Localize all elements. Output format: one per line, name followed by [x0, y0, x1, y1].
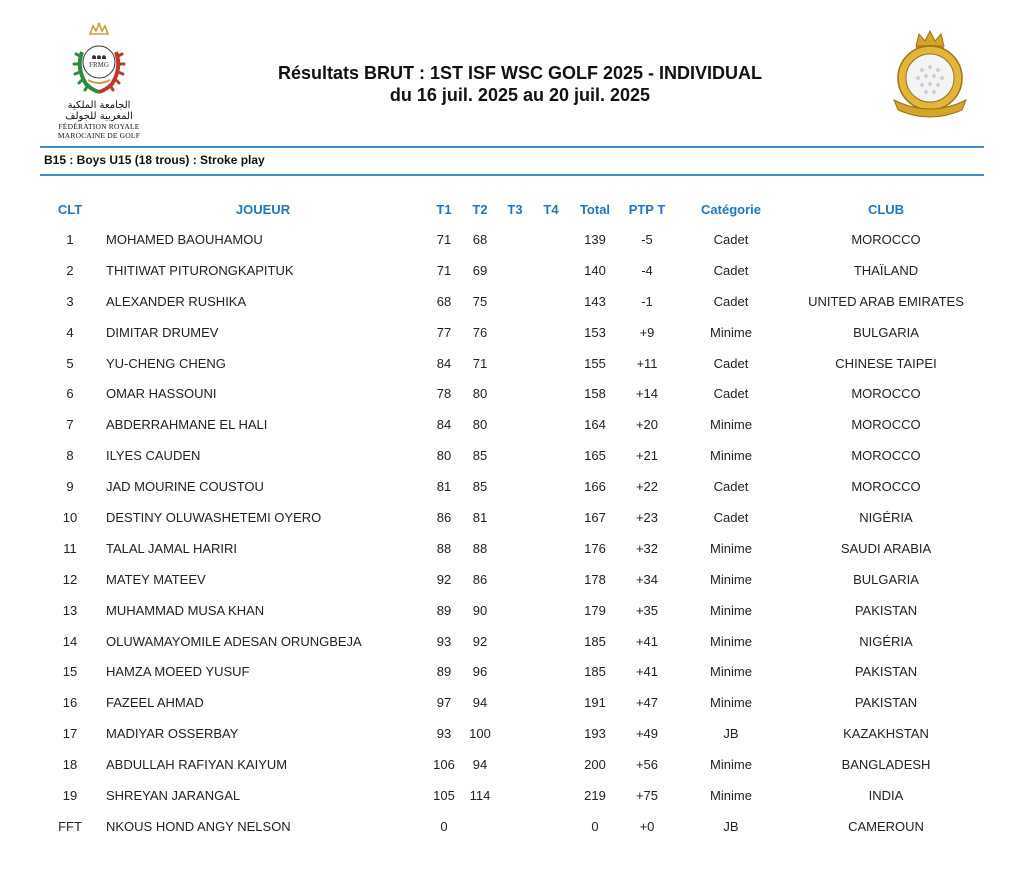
cell-club: PAKISTAN — [854, 695, 918, 711]
cell-clt: 2 — [66, 262, 74, 278]
cell-categorie: Minime — [710, 695, 752, 711]
header-divider-bottom — [40, 174, 984, 176]
frmg-crest-icon — [68, 22, 130, 98]
cell-t1: 89 — [436, 602, 452, 618]
table-row — [0, 349, 1024, 380]
cell-total: 139 — [584, 232, 606, 247]
cell-total: 165 — [584, 448, 606, 464]
cell-t2: 94 — [472, 757, 488, 773]
cell-categorie: Minime — [710, 448, 752, 464]
cell-ptp: +75 — [635, 788, 659, 804]
cell-joueur: ABDULLAH RAFIYAN KAIYUM — [106, 757, 288, 773]
cell-total: 191 — [584, 695, 606, 711]
cell-club: MOROCCO — [851, 479, 921, 495]
cell-categorie: Minime — [710, 602, 752, 618]
cell-total: 140 — [584, 262, 606, 278]
cell-t2: 69 — [472, 262, 488, 278]
svg-text:FRMG: FRMG — [89, 61, 109, 69]
cell-ptp: +41 — [635, 633, 659, 649]
cell-club: INDIA — [868, 788, 904, 804]
cell-clt: 10 — [62, 510, 78, 526]
cell-clt: 11 — [63, 540, 77, 556]
col-header-t1: T1 — [436, 202, 452, 217]
cell-categorie: Minime — [710, 757, 752, 773]
federation-name-french — [54, 122, 144, 140]
cell-total: 0 — [591, 818, 599, 834]
cell-clt: 8 — [66, 448, 74, 464]
cell-joueur: JAD MOURINE COUSTOU — [106, 479, 264, 495]
cell-t1: 77 — [436, 324, 452, 340]
cell-joueur: OMAR HASSOUNI — [106, 386, 217, 402]
cell-categorie: Minime — [710, 664, 752, 680]
cell-categorie: Minime — [710, 788, 752, 804]
cell-club: BULGARIA — [853, 324, 919, 340]
cell-clt: FFT — [58, 818, 82, 834]
cell-ptp: -1 — [641, 293, 653, 309]
cell-clt: 14 — [62, 633, 78, 649]
svg-text:☗☗☗: ☗☗☗ — [91, 55, 107, 61]
cell-t1: 105 — [433, 788, 455, 804]
cell-t2: 114 — [469, 788, 491, 804]
cell-t1: 86 — [436, 510, 452, 526]
cell-t2: 88 — [472, 540, 488, 556]
cell-categorie: JB — [723, 726, 739, 742]
cell-t2: 76 — [472, 324, 488, 340]
cell-t2: 96 — [472, 664, 488, 680]
cell-joueur: MADIYAR OSSERBAY — [106, 726, 239, 742]
table-row — [0, 719, 1024, 750]
cell-total: 158 — [584, 386, 606, 402]
cell-categorie: Cadet — [713, 293, 749, 309]
cell-t2: 80 — [472, 386, 488, 402]
table-header-row — [0, 195, 1024, 225]
cell-total: 166 — [584, 479, 606, 495]
cell-total: 143 — [584, 293, 606, 309]
cell-total: 155 — [584, 355, 606, 371]
arabic-line-1: الجامعة الملكية — [67, 100, 131, 111]
table-row — [0, 534, 1024, 565]
cell-joueur: OLUWAMAYOMILE ADESAN ORUNGBEJA — [106, 633, 362, 649]
cell-clt: 5 — [66, 355, 74, 371]
cell-clt: 4 — [66, 324, 74, 340]
table-row — [0, 318, 1024, 349]
cell-t2: 68 — [472, 232, 488, 247]
cell-club: MOROCCO — [851, 386, 921, 402]
cell-t2: 75 — [472, 293, 488, 309]
cell-t1: 93 — [436, 726, 452, 742]
cell-categorie: Minime — [710, 417, 752, 433]
cell-clt: 9 — [66, 479, 74, 495]
table-row — [0, 781, 1024, 812]
cell-club: THAÏLAND — [853, 262, 919, 278]
cell-joueur: YU-CHENG CHENG — [106, 355, 226, 371]
french-line-1: FÉDÉRATION ROYALE — [58, 122, 140, 131]
cell-club: BULGARIA — [853, 571, 919, 587]
cell-t1: 93 — [436, 633, 452, 649]
golf-ball-crown-emblem-icon — [884, 26, 976, 118]
cell-club: MOROCCO — [851, 232, 921, 247]
cell-ptp: +14 — [635, 386, 659, 402]
results-table — [0, 195, 1024, 843]
col-header-t4: T4 — [543, 202, 559, 217]
cell-t1: 81 — [436, 479, 452, 495]
cell-t2: 81 — [472, 510, 488, 526]
cell-joueur: THITIWAT PITURONGKAPITUK — [106, 262, 294, 278]
cell-t2: 90 — [472, 602, 488, 618]
cell-ptp: +20 — [635, 417, 659, 433]
cell-t1: 92 — [436, 571, 452, 587]
golf-association-logo — [884, 26, 976, 118]
cell-total: 219 — [584, 788, 606, 804]
col-header-t2: T2 — [472, 202, 488, 217]
cell-joueur: FAZEEL AHMAD — [106, 695, 204, 711]
cell-categorie: Minime — [710, 571, 752, 587]
cell-total: 164 — [584, 417, 606, 433]
cell-joueur: ILYES CAUDEN — [106, 448, 201, 464]
report-header — [0, 0, 1024, 150]
cell-clt: 3 — [66, 293, 74, 309]
cell-categorie: Cadet — [713, 262, 749, 278]
table-row — [0, 627, 1024, 658]
cell-joueur: HAMZA MOEED YUSUF — [106, 664, 250, 680]
cell-t1: 71 — [436, 232, 452, 247]
cell-joueur: NKOUS HOND ANGY NELSON — [106, 818, 291, 834]
cell-club: MOROCCO — [851, 448, 921, 464]
cell-ptp: +11 — [636, 355, 658, 371]
table-row — [0, 812, 1024, 843]
cell-t1: 80 — [436, 448, 452, 464]
cell-joueur: MUHAMMAD MUSA KHAN — [106, 602, 265, 618]
cell-clt: 1 — [66, 232, 74, 247]
cell-ptp: -4 — [641, 262, 653, 278]
cell-t2: 71 — [472, 355, 488, 371]
cell-clt: 12 — [62, 571, 78, 587]
cell-t2: 100 — [469, 726, 491, 742]
cell-ptp: +9 — [639, 324, 655, 340]
cell-club: CAMEROUN — [848, 818, 924, 834]
cell-total: 179 — [584, 602, 606, 618]
cell-joueur: TALAL JAMAL HARIRI — [106, 540, 237, 556]
cell-categorie: Cadet — [713, 232, 749, 247]
cell-clt: 16 — [62, 695, 78, 711]
table-row — [0, 379, 1024, 410]
cell-ptp: +47 — [635, 695, 659, 711]
table-body — [0, 225, 1024, 843]
cell-ptp: +34 — [635, 571, 659, 587]
federation-name-arabic — [54, 100, 144, 122]
cell-t2: 85 — [472, 479, 488, 495]
cell-ptp: +23 — [635, 510, 659, 526]
cell-joueur: MOHAMED BAOUHAMOU — [106, 232, 263, 247]
col-header-club: CLUB — [867, 202, 905, 217]
col-header-categorie: Catégorie — [701, 202, 761, 217]
cell-joueur: ABDERRAHMANE EL HALI — [106, 417, 268, 433]
cell-t1: 68 — [436, 293, 452, 309]
table-row — [0, 225, 1024, 256]
cell-clt: 18 — [62, 757, 78, 773]
cell-clt: 15 — [62, 664, 78, 680]
table-row — [0, 256, 1024, 287]
cell-clt: 13 — [62, 602, 78, 618]
cell-categorie: JB — [723, 818, 739, 834]
cell-categorie: Minime — [710, 633, 752, 649]
cell-club: UNITED ARAB EMIRATES — [808, 293, 964, 309]
col-header-total: Total — [579, 202, 611, 217]
table-row — [0, 565, 1024, 596]
cell-total: 178 — [584, 571, 606, 587]
cell-categorie: Cadet — [713, 386, 749, 402]
cell-total: 167 — [584, 510, 606, 526]
title-line-1: Résultats BRUT : 1ST ISF WSC GOLF 2025 - INDIVIDUAL — [277, 63, 763, 83]
cell-total: 193 — [584, 726, 606, 742]
cell-t2: 80 — [472, 417, 488, 433]
cell-club: BANGLADESH — [841, 757, 931, 773]
cell-club: KAZAKHSTAN — [843, 726, 929, 742]
cell-ptp: +49 — [635, 726, 659, 742]
table-row — [0, 596, 1024, 627]
cell-total: 153 — [584, 324, 606, 340]
cell-t1: 84 — [436, 417, 452, 433]
cell-club: SAUDI ARABIA — [840, 540, 932, 556]
col-header-t3: T3 — [507, 202, 523, 217]
cell-club: MOROCCO — [851, 417, 921, 433]
cell-clt: 19 — [62, 788, 78, 804]
table-row — [0, 503, 1024, 534]
cell-club: NIGÉRIA — [859, 633, 913, 649]
cell-ptp: -5 — [641, 232, 653, 247]
cell-total: 176 — [584, 540, 606, 556]
cell-club: PAKISTAN — [854, 602, 918, 618]
cell-t1: 88 — [436, 540, 452, 556]
cell-categorie: Cadet — [713, 510, 749, 526]
cell-t1: 84 — [436, 355, 452, 371]
french-line-2: MAROCAINE DE GOLF — [57, 131, 141, 140]
table-row — [0, 410, 1024, 441]
table-row — [0, 750, 1024, 781]
cell-t1: 78 — [436, 386, 452, 402]
cell-t2: 85 — [472, 448, 488, 464]
cell-categorie: Cadet — [713, 355, 749, 371]
cell-t2: 94 — [472, 695, 488, 711]
cell-categorie: Minime — [710, 324, 752, 340]
cell-total: 185 — [584, 633, 606, 649]
cell-t1: 89 — [436, 664, 452, 680]
cell-t1: 97 — [436, 695, 452, 711]
header-divider-top — [40, 146, 984, 148]
cell-joueur: ALEXANDER RUSHIKA — [106, 293, 247, 309]
col-header-joueur: JOUEUR — [235, 202, 291, 217]
frmg-logo — [54, 22, 144, 146]
cell-categorie: Cadet — [713, 479, 749, 495]
table-row — [0, 472, 1024, 503]
cell-ptp: +32 — [635, 540, 659, 556]
title-line-2: du 16 juil. 2025 au 20 juil. 2025 — [389, 85, 651, 105]
col-header-clt: CLT — [57, 202, 83, 217]
cell-ptp: +35 — [635, 602, 659, 618]
cell-total: 185 — [584, 664, 606, 680]
cell-club: PAKISTAN — [854, 664, 918, 680]
table-row — [0, 688, 1024, 719]
cell-club: CHINESE TAIPEI — [835, 355, 937, 371]
table-row — [0, 287, 1024, 318]
cell-clt: 6 — [66, 386, 74, 402]
arabic-line-2: المغربية للجولف — [65, 111, 133, 122]
table-row — [0, 441, 1024, 472]
cell-joueur: SHREYAN JARANGAL — [106, 788, 241, 804]
cell-total: 200 — [584, 757, 606, 773]
cell-ptp: +41 — [635, 664, 659, 680]
cell-categorie: Minime — [710, 540, 752, 556]
cell-t2: 86 — [472, 571, 488, 587]
report-title — [200, 62, 840, 106]
cell-ptp: +56 — [635, 757, 659, 773]
cell-club: NIGÉRIA — [859, 510, 913, 526]
cell-joueur: DIMITAR DRUMEV — [106, 324, 219, 340]
cell-joueur: DESTINY OLUWASHETEMI OYERO — [106, 510, 322, 526]
cell-t2: 92 — [472, 633, 488, 649]
cell-joueur: MATEY MATEEV — [106, 571, 206, 587]
cell-ptp: +22 — [635, 479, 659, 495]
cell-ptp: +21 — [635, 448, 659, 464]
cell-t1: 71 — [436, 262, 452, 278]
col-header-ptp: PTP T — [628, 202, 666, 217]
cell-t1: 106 — [433, 757, 455, 773]
cell-ptp: +0 — [639, 818, 655, 834]
cell-clt: 7 — [66, 417, 74, 433]
cell-t1: 0 — [440, 818, 448, 834]
cell-clt: 17 — [62, 726, 78, 742]
section-title: B15 : Boys U15 (18 trous) : Stroke play — [44, 153, 265, 167]
table-row — [0, 657, 1024, 688]
